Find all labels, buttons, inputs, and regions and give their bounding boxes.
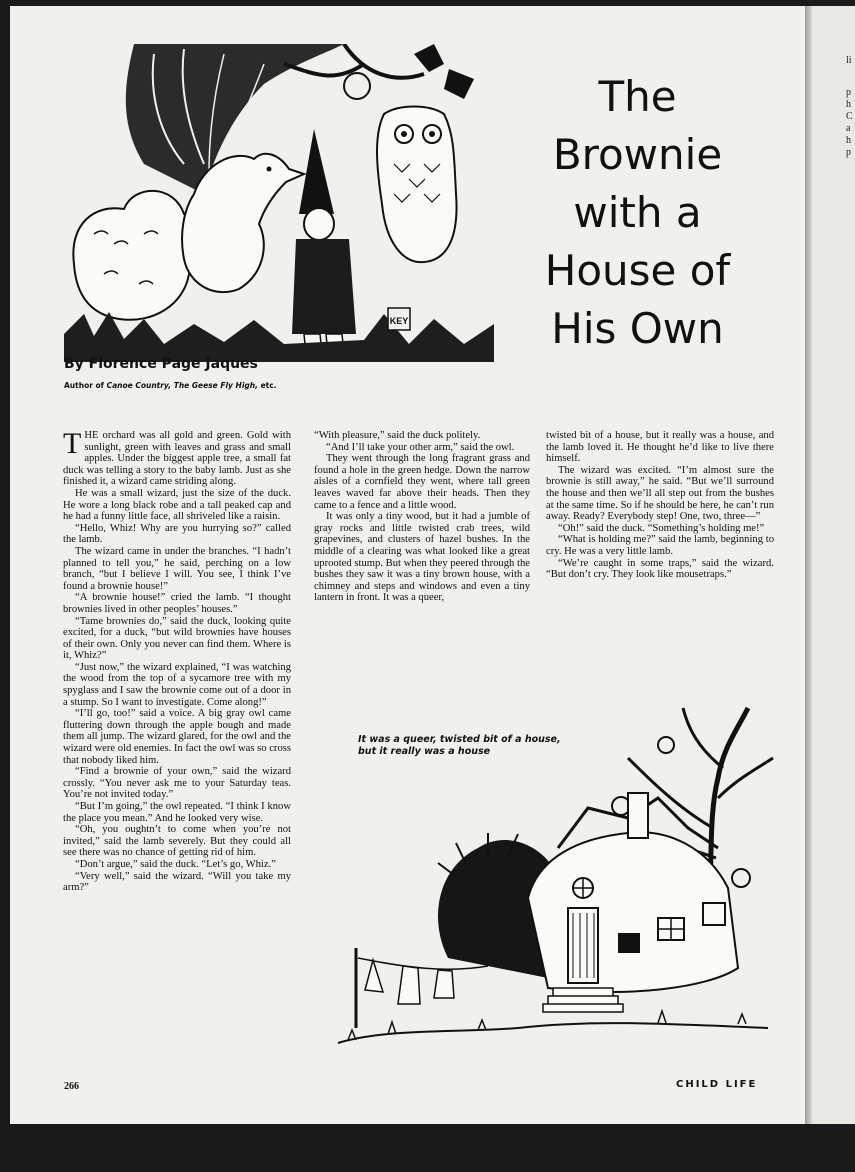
paragraph: The wizard came in under the branches. “I hadn’t planned to tell you,” he said, perching on a low branch, “but I believe I will. You see, I think I’ve found a brownie house!” [63,545,291,592]
credit-prefix: Author of [64,381,107,390]
next-page-letter: p [846,147,851,158]
orchard-illustration [64,44,494,362]
next-page-letter: a [846,123,851,134]
paragraph: “Oh, you oughtn’t to come when you’re not invited,” said the lamb severely. But they could all see there was no chance of getting rid of him. [63,824,291,859]
paragraph: “Hello, Whiz! Why are you hurrying so?” called the lamb. [63,522,291,546]
paragraph: The wizard was excited. “I’m almost sure the brownie is still away,” he said. “But we’ll surround the house and then we’ll all step out from the bushes at the same time. So if he should be here, he can’t run away. Ready? Everybody step! One, two, three—” [546,464,774,523]
caption-line: but it really was a house [358,746,491,757]
caption-line: It was a queer, twisted bit of a house, [358,734,561,745]
paragraph: “Tame brownies do,” said the duck, looking quite excited, for a duck, “but wild brownies have houses of their own. Only you never can find them. Where is it, Whiz?” [63,615,291,662]
paragraph: He was a small wizard, just the size of the duck. He wore a long black robe and a tall peaked cap and he had a funny little face, all shriveled like a raisin. [63,487,291,523]
paragraph [63,427,291,488]
paragraph: They went through the long fragrant grass and found a hole in the green hedge. Down the narrow aisles of a cornfield they went, where tall green leaves waved far above their heads. Then they came to a fence and a little wood. [314,453,530,511]
paragraph: “And I’ll take your other arm,” said the owl. [326,441,515,453]
title-line: The [598,72,677,121]
paragraph: “I’ll go, too!” said a voice. A big gray owl came fluttering down through the apple bough and made them all jump. The wizard glared, for the owl and the wizard were old enemies. In fact the owl was so cross that nobody liked him. [63,708,291,766]
drop-cap: T [63,427,82,460]
paragraph: “We’re caught in some traps,” said the wizard. “But don’t cry. They look like mousetraps.” [546,557,774,581]
next-page-letters [846,56,855,158]
title-line: with a [573,188,702,237]
paragraph: “Just now,” the wizard explained, “I was watching the wood from the top of a sycamore tree with my spyglass and I saw the brownie come out of a door in a stump. So I want to investigate. Come along!” [63,661,291,708]
author-credit [64,381,277,390]
title-line: Brownie [552,130,723,179]
paragraph: “But I’m going,” the owl repeated. “I think I know the place you mean.” And he looked very wise. [63,801,291,824]
text-column-2 [314,430,530,604]
paragraph: It was only a tiny wood, but it had a jumble of gray rocks and little twisted crab trees, wild grapevines, and clusters of hazel bushes. In the middle of a clearing was what looked like a great uprooted stump. But when they peered through the bushes they saw it was a tiny brown house, with a chimney and steps and windows and even a tiny lantern in front. It was a queer, [314,511,530,604]
credit-suffix: etc. [257,381,277,390]
paragraph: twisted bit of a house, but it really was a house, and the lamb loved it. He thought he’d like to live there himself. [546,430,774,465]
paragraph-text: HE orchard was all gold and green. Gold with sunlight, green with leaves and grass and small apples. Under the biggest apple tree, a small fat duck was telling a story to the baby lamb. Just as she finished it, a wizard came striding along. [63,430,291,488]
next-page-letter: C [846,111,853,122]
paragraph: “Very well,” said the wizard. “Will you take my arm?” [63,870,291,894]
paragraph: “With pleasure,” said the duck politely. [314,430,481,441]
paragraph: “Oh!” said the duck. “Something’s holding me!” [558,522,765,534]
next-page-letter: h [846,99,851,110]
title-line: House of [544,246,731,295]
magazine-name: CHILD LIFE [676,1079,758,1090]
paragraph: “Find a brownie of your own,” said the wizard crossly. “You never ask me to your Saturday teas. You’re not invited today.” [63,766,291,801]
paragraph: “What is holding me?” said the lamb, beginning to cry. He was a very little lamb. [546,534,774,557]
text-column-3 [546,430,774,581]
story-title [520,68,755,358]
page-number: 266 [64,1081,79,1092]
next-page-edge [812,6,855,1124]
illustrator-signature: KEY [389,316,409,326]
page-gutter [805,6,812,1124]
paragraph: “A brownie house!” cried the lamb. “I thought brownies lived in other peoples’ houses.” [63,592,291,615]
next-page-letter: p [846,87,851,98]
brownie-house-illustration [328,698,780,1066]
next-page-letter: li [846,55,852,66]
paragraph: “Don’t argue,” said the duck. “Let’s go, Whiz.” [75,858,276,870]
text-column-1 [63,427,291,894]
credit-works: Canoe Country, The Geese Fly High, [106,381,258,390]
byline: By Florence Page Jaques [64,356,258,372]
title-line: His Own [551,304,724,353]
next-page-letter: h [846,135,851,146]
